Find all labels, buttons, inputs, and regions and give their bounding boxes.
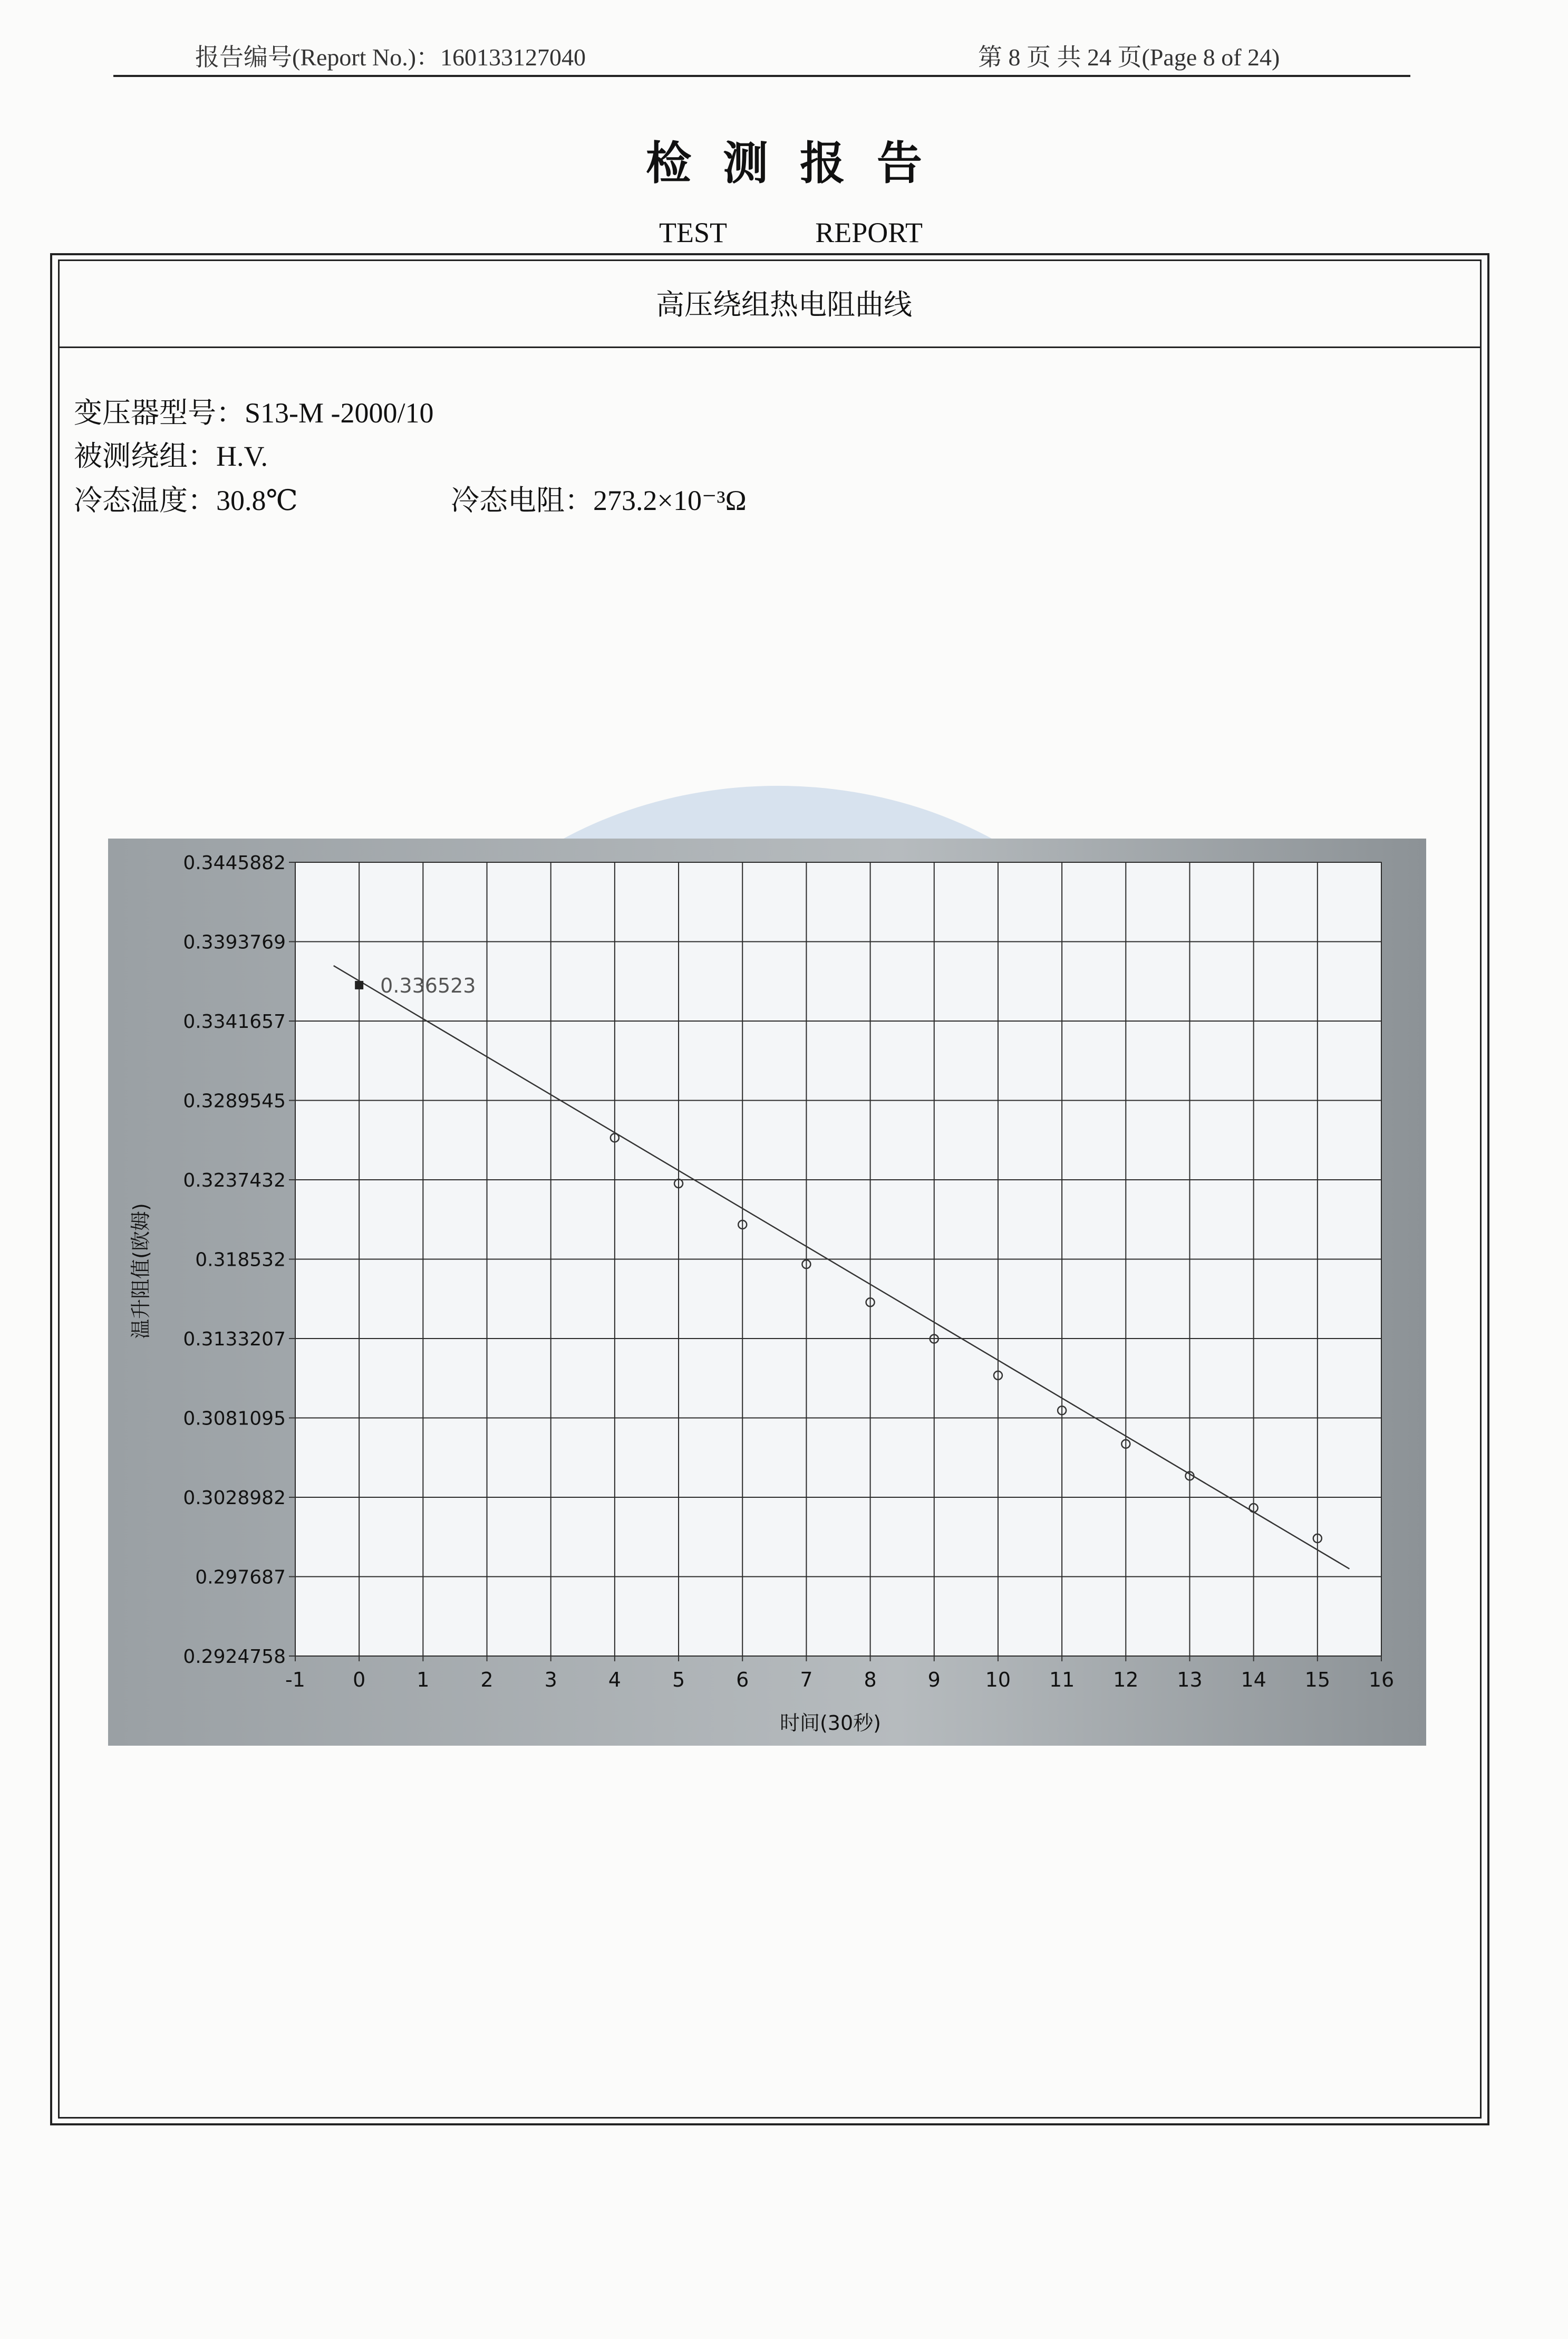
x-tick-label: 10 (985, 1668, 1011, 1691)
header-rule (113, 75, 1410, 77)
report-number: 报告编号(Report No.)：160133127040 (195, 44, 586, 71)
y-tick-label: 0.2924758 (183, 1646, 286, 1668)
y-tick-label: 0.3341657 (183, 1011, 286, 1033)
x-tick-label: 3 (544, 1668, 557, 1691)
info-cold-temp-label: 冷态温度： (74, 484, 216, 517)
section-title: 高压绕组热电阻曲线 (656, 288, 912, 321)
x-tick-label: 11 (1049, 1668, 1075, 1691)
subtitle-word-report: REPORT (815, 217, 923, 248)
info-cold-resistance (451, 478, 747, 518)
info-winding (74, 434, 268, 474)
document-subtitle (659, 216, 923, 249)
page-indicator: 第 8 页 共 24 页(Page 8 of 24) (978, 44, 1280, 71)
data-point-marker (355, 981, 363, 989)
info-cold-temp-value: 30.8℃ (216, 485, 298, 516)
x-tick-label: 14 (1241, 1668, 1266, 1691)
x-tick-label: 2 (480, 1668, 493, 1691)
x-tick-label: -1 (285, 1668, 305, 1691)
y-tick-label: 0.318532 (195, 1249, 286, 1271)
x-tick-label: 9 (927, 1668, 941, 1691)
point-annotation: 0.336523 (380, 974, 476, 997)
x-tick-label: 7 (800, 1668, 813, 1691)
info-model (74, 390, 434, 431)
info-cold-res-value: 273.2×10⁻³Ω (593, 485, 747, 516)
x-tick-label: 0 (353, 1668, 366, 1691)
x-tick-label: 13 (1177, 1668, 1203, 1691)
document-title: 检测报告 (646, 137, 954, 190)
resistance-chart (108, 839, 1426, 1746)
section-divider (58, 346, 1482, 348)
y-tick-label: 0.297687 (195, 1566, 286, 1589)
info-winding-label: 被测绕组： (74, 439, 216, 473)
y-tick-label: 0.3393769 (183, 931, 286, 954)
y-tick-label: 0.3237432 (183, 1170, 286, 1192)
x-tick-label: 16 (1368, 1668, 1395, 1691)
x-tick-label: 15 (1304, 1668, 1331, 1691)
x-tick-label: 8 (864, 1668, 877, 1691)
y-tick-label: 0.3081095 (183, 1408, 286, 1430)
y-tick-label: 0.3133207 (183, 1329, 286, 1351)
x-tick-label: 4 (608, 1668, 621, 1691)
y-tick-label: 0.3445882 (183, 852, 286, 874)
info-winding-value: H.V. (216, 440, 268, 472)
x-tick-label: 5 (672, 1668, 685, 1691)
x-tick-label: 1 (417, 1668, 430, 1691)
info-cold-temp (74, 478, 298, 518)
info-model-label: 变压器型号： (74, 396, 245, 429)
x-tick-label: 6 (736, 1668, 749, 1691)
x-tick-label: 12 (1113, 1668, 1139, 1691)
info-cold-res-label: 冷态电阻： (451, 484, 593, 517)
info-model-value: S13-M -2000/10 (245, 397, 434, 429)
y-tick-label: 0.3028982 (183, 1487, 286, 1509)
y-tick-label: 0.3289545 (183, 1090, 286, 1112)
x-axis-label: 时间(30秒) (779, 1711, 882, 1735)
subtitle-word-test: TEST (659, 217, 727, 248)
y-axis-label: 温升阻值(欧姆) (129, 1203, 152, 1339)
